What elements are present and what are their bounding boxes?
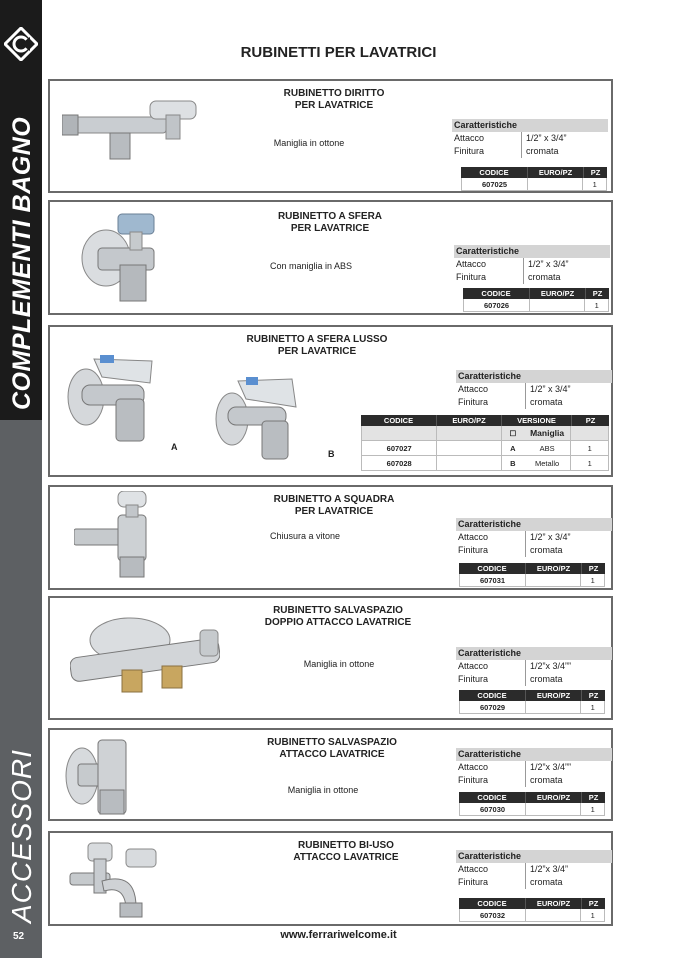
code-table: CODICE EURO/PZ PZ 607030 1	[459, 792, 605, 816]
features-table: Caratteristiche Attacco 1/2” x 3/4” Finitura cromata	[456, 370, 612, 409]
product-card	[48, 325, 613, 477]
product-image	[78, 210, 168, 305]
product-image	[62, 95, 202, 165]
table-row: 607027 A ABS 1	[361, 441, 609, 456]
product-image	[60, 734, 140, 818]
product-card	[48, 831, 613, 926]
code-table: CODICE EURO/PZ PZ 607031 1	[459, 563, 605, 587]
checkbox-icon: ☐	[509, 429, 517, 438]
product-card	[48, 485, 613, 590]
product-title: RUBINETTO SALVASPAZIO ATTACCO LAVATRICE	[267, 737, 397, 760]
product-title: RUBINETTO A SFERA PER LAVATRICE	[277, 211, 383, 234]
product-image-a	[64, 347, 174, 447]
product-description: Maniglia in ottone	[273, 138, 345, 148]
product-image	[74, 491, 174, 583]
product-card	[48, 728, 613, 821]
versions-table: CODICE EURO/PZ VERSIONE PZ ☐ Maniglia 607027 A ABS 1 607028 B Metallo 1	[361, 415, 609, 471]
code-table: CODICE EURO/PZ PZ 607032 1	[459, 898, 605, 922]
product-description: Chiusura a vitone	[269, 531, 341, 541]
code-table: CODICE EURO/PZ PZ 607025 1	[461, 167, 607, 191]
product-title: RUBINETTO SALVASPAZIO DOPPIO ATTACCO LAVATRICE	[264, 605, 412, 628]
features-table: Caratteristiche Attacco 1/2” x 3/4” Finitura cromata	[456, 518, 612, 557]
image-label-a: A	[171, 442, 178, 452]
features-table: Caratteristiche Attacco 1/2”x 3/4”” Finitura cromata	[456, 647, 612, 686]
product-title: RUBINETTO DIRITTO PER LAVATRICE	[283, 88, 385, 111]
product-image	[66, 837, 176, 923]
table-row: 607028 B Metallo 1	[361, 456, 609, 471]
product-title: RUBINETTO A SFERA LUSSO PER LAVATRICE	[246, 334, 388, 357]
code-table: CODICE EURO/PZ PZ 607026 1	[463, 288, 609, 312]
features-table: Caratteristiche Attacco 1/2” x 3/4” Finitura cromata	[454, 245, 610, 284]
product-card	[48, 200, 613, 315]
product-image	[70, 610, 220, 700]
product-title: RUBINETTO A SQUADRA PER LAVATRICE	[273, 494, 395, 517]
product-title: RUBINETTO BI-USO ATTACCO LAVATRICE	[293, 840, 399, 863]
page-number: 52	[13, 931, 25, 942]
category-label: COMPLEMENTI BAGNO	[8, 116, 36, 410]
product-card	[48, 79, 613, 193]
page-title: RUBINETTI PER LAVATRICI	[240, 44, 437, 61]
product-description: Maniglia in ottone	[303, 659, 375, 669]
footer-website[interactable]: www.ferrariwelcome.it	[280, 929, 397, 941]
image-label-b: B	[328, 449, 335, 459]
sidebar	[0, 0, 42, 958]
product-image-b	[212, 371, 312, 463]
product-description: Maniglia in ottone	[287, 785, 359, 795]
features-table: Caratteristiche Attacco 1/2” x 3/4” Finitura cromata	[452, 119, 608, 158]
features-table: Caratteristiche Attacco 1/2”x 3/4” Finitura cromata	[456, 850, 612, 889]
product-description: Con maniglia in ABS	[269, 261, 353, 271]
product-card	[48, 596, 613, 720]
section-label: ACCESSORI	[6, 749, 37, 923]
features-table: Caratteristiche Attacco 1/2”x 3/4”” Finitura cromata	[456, 748, 612, 787]
code-table: CODICE EURO/PZ PZ 607029 1	[459, 690, 605, 714]
